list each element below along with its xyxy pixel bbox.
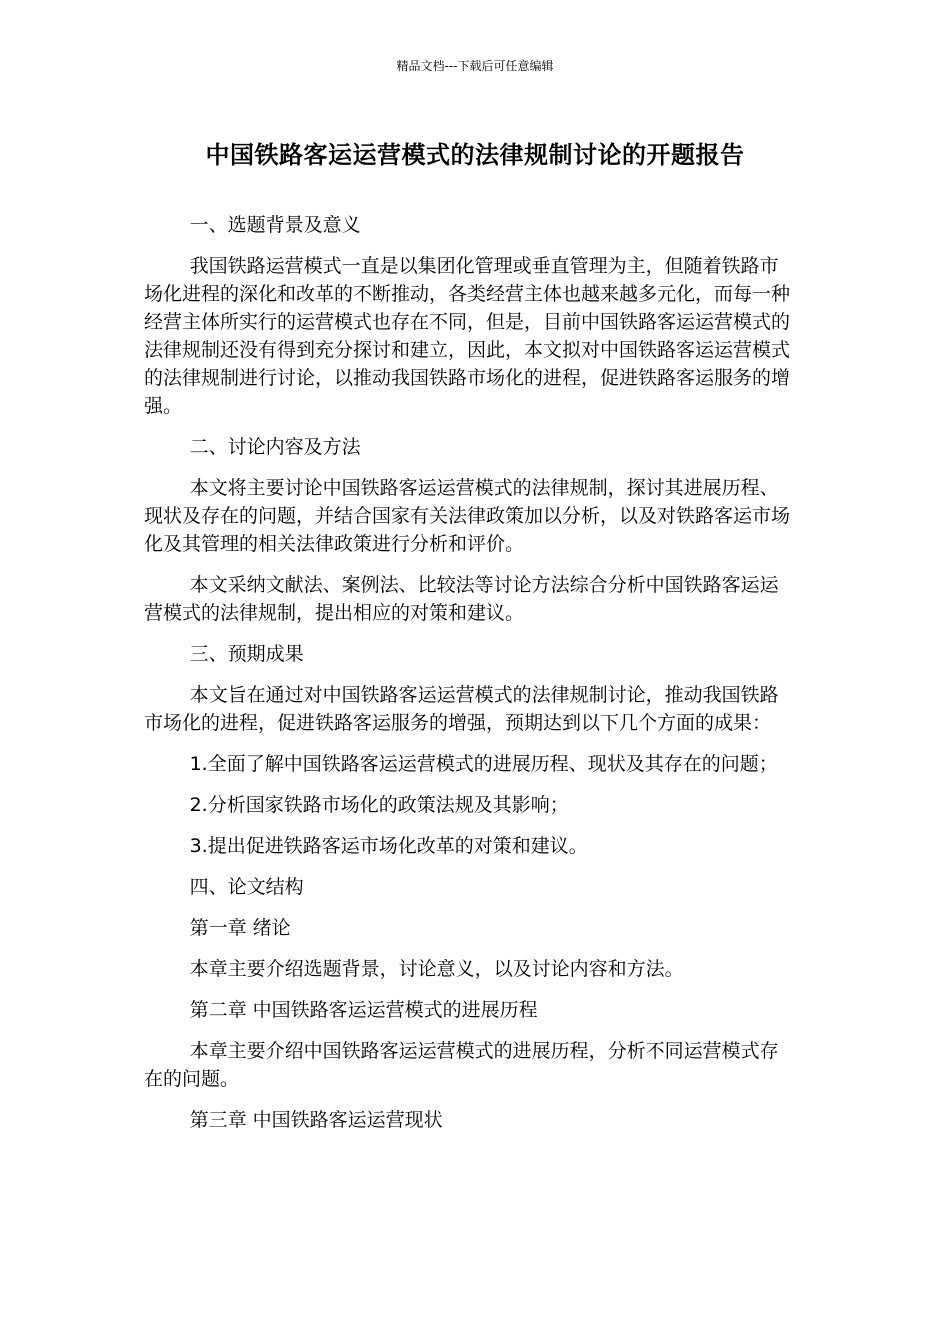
section-heading-structure: 四、论文结构 (189, 876, 304, 898)
list-item-result-3: 3.提出促进铁路客运市场化改革的对策和建议。 (189, 835, 588, 857)
chapter-heading-3: 第三章 中国铁路客运运营现状 (189, 1109, 443, 1131)
paragraph-background: 我国铁路运营模式一直是以集团化管理或垂直管理为主，但随着铁路市场化进程的深化和改革的不断推动，各类经营主体也越来越多元化，而每一种经营主体所实行的运营模式也存在不同，但是，目前中国铁路客运运营模式的法律规制还没有得到充分探讨和建立，因此，本文拟对中国铁路客运运营模式的法律规制进行讨论，以推动我国铁路市场化的进程，促进铁路客运服务的增强。 (144, 255, 791, 417)
document-body (144, 211, 792, 1147)
paragraph-chapter-1: 本章主要介绍选题背景，讨论意义，以及讨论内容和方法。 (189, 958, 684, 980)
list-item-result-2: 2.分析国家铁路市场化的政策法规及其影响； (189, 794, 569, 816)
section-heading-expected-results: 三、预期成果 (189, 643, 304, 665)
page-header: 精品文档---下载后可任意编辑 (396, 59, 554, 73)
paragraph-content: 本文将主要讨论中国铁路客运运营模式的法律规制，探讨其进展历程、现状及存在的问题，并结合国家有关法律政策加以分析，以及对铁路客运市场化及其管理的相关法律政策进行分析和评价。 (144, 477, 791, 555)
chapter-heading-2: 第二章 中国铁路客运运营模式的进展历程 (189, 999, 538, 1021)
list-item-result-1: 1.全面了解中国铁路客运运营模式的进展历程、现状及其存在的问题； (189, 753, 778, 775)
chapter-heading-1: 第一章 绪论 (189, 917, 291, 939)
document-title: 中国铁路客运运营模式的法律规制讨论的开题报告 (205, 141, 745, 169)
paragraph-method: 本文采纳文献法、案例法、比较法等讨论方法综合分析中国铁路客运运营模式的法律规制，提出相应的对策和建议。 (144, 574, 779, 624)
paragraph-chapter-2: 本章主要介绍中国铁路客运运营模式的进展历程，分析不同运营模式存在的问题。 (144, 1040, 779, 1090)
section-heading-background: 一、选题背景及意义 (189, 214, 361, 236)
paragraph-expected-results: 本文旨在通过对中国铁路客运运营模式的法律规制讨论，推动我国铁路市场化的进程，促进铁路客运服务的增强，预期达到以下几个方面的成果： (144, 684, 779, 734)
section-heading-content-method: 二、讨论内容及方法 (189, 436, 361, 458)
